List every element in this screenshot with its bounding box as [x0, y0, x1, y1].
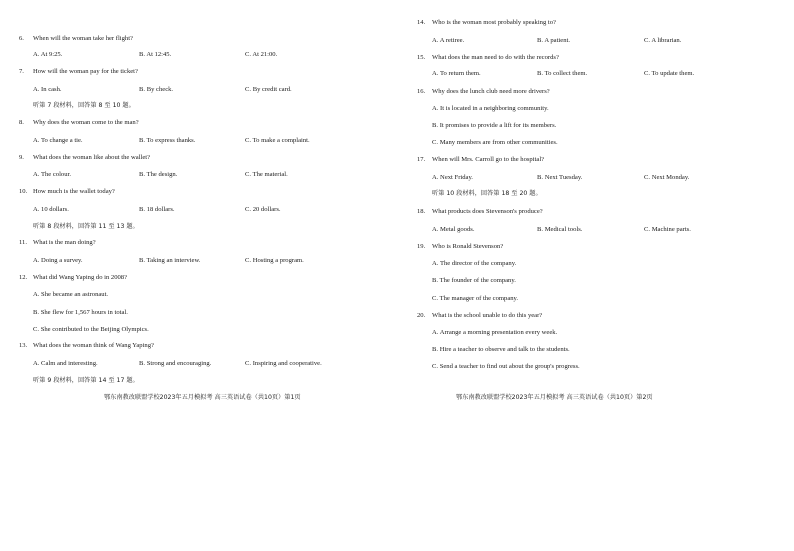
- option-b: B. Next Tuesday.: [537, 174, 583, 181]
- option-c: C. The material.: [245, 171, 288, 178]
- question-text: How much is the wallet today?: [33, 188, 115, 195]
- question-text: What is the school unable to do this year?: [432, 312, 543, 319]
- question-text: What does the woman like about the wallet?: [33, 154, 151, 161]
- question-number: 19.: [417, 243, 426, 250]
- question-text: What is the man doing?: [33, 239, 96, 246]
- page-footer: 鄂东南教改联盟学校2023年五月模拟考 高三英语试卷（共10页）第1页: [104, 394, 301, 401]
- option-c: C. By credit card.: [245, 86, 292, 93]
- option-c: C. Next Monday.: [644, 174, 690, 181]
- option-c: C. Many members are from other communities.: [432, 139, 558, 146]
- question-number: 10.: [19, 188, 28, 195]
- option-a: A. The colour.: [33, 171, 71, 178]
- option-c: C. She contributed to the Beijing Olympics.: [33, 326, 149, 333]
- option-a: A. Arrange a morning presentation every week.: [432, 329, 558, 336]
- question-number: 14.: [417, 19, 426, 26]
- option-a: A. A retiree.: [432, 37, 465, 44]
- question-text: What products does Stevenson's produce?: [432, 208, 543, 215]
- option-c: C. A librarian.: [644, 37, 682, 44]
- option-a: A. Doing a survey.: [33, 257, 83, 264]
- option-c: C. Hosting a program.: [245, 257, 304, 264]
- option-a: A. Next Friday.: [432, 174, 473, 181]
- question-text: What did Wang Yaping do in 2008?: [33, 274, 128, 281]
- question-number: 8.: [19, 119, 24, 126]
- option-b: B. Medical tools.: [537, 226, 583, 233]
- question-number: 16.: [417, 88, 426, 95]
- page-footer: 鄂东南教改联盟学校2023年五月模拟考 高三英语试卷（共10页）第2页: [456, 394, 653, 401]
- option-c: C. Send a teacher to find out about the group's progress.: [432, 363, 580, 370]
- option-b: B. 18 dollars.: [139, 206, 175, 213]
- option-b: B. It promises to provide a lift for its members.: [432, 122, 557, 129]
- option-c: C. Inspiring and cooperative.: [245, 360, 322, 367]
- option-a: A. To change a tie.: [33, 137, 83, 144]
- question-text: When will the woman take her flight?: [33, 35, 133, 42]
- option-b: B. She flew for 1,567 hours in total.: [33, 309, 128, 316]
- option-a: A. It is located in a neighboring community.: [432, 105, 549, 112]
- option-a: A. The director of the company.: [432, 260, 517, 267]
- option-c: C. At 21:00.: [245, 51, 278, 58]
- question-text: Who is Ronald Stevenson?: [432, 243, 504, 250]
- option-c: C. To update them.: [644, 70, 695, 77]
- question-number: 15.: [417, 54, 426, 61]
- question-text: What does the woman think of Wang Yaping?: [33, 342, 154, 349]
- question-number: 20.: [417, 312, 426, 319]
- question-text: What does the man need to do with the records?: [432, 54, 559, 61]
- option-c: C. Machine parts.: [644, 226, 691, 233]
- option-b: B. A patient.: [537, 37, 570, 44]
- option-b: B. At 12:45.: [139, 51, 172, 58]
- question-number: 6.: [19, 35, 24, 42]
- option-a: A. She became an astronaut.: [33, 291, 109, 298]
- question-text: How will the woman pay for the ticket?: [33, 68, 138, 75]
- question-number: 13.: [19, 342, 28, 349]
- option-b: B. By check.: [139, 86, 174, 93]
- question-number: 17.: [417, 156, 426, 163]
- option-c: C. 20 dollars.: [245, 206, 281, 213]
- option-b: B. The design.: [139, 171, 178, 178]
- option-c: C. To make a complaint.: [245, 137, 310, 144]
- option-b: B. To express thanks.: [139, 137, 196, 144]
- option-c: C. The manager of the company.: [432, 295, 519, 302]
- option-a: A. Metal goods.: [432, 226, 475, 233]
- question-number: 7.: [19, 68, 24, 75]
- question-number: 18.: [417, 208, 426, 215]
- option-a: A. To return them.: [432, 70, 481, 77]
- question-text: Why does the woman come to the man?: [33, 119, 139, 126]
- section-instruction: 听第 7 段材料，回答第 8 至 10 题。: [33, 102, 135, 109]
- section-instruction: 听第 10 段材料，回答第 18 至 20 题。: [432, 190, 542, 197]
- question-number: 11.: [19, 239, 27, 246]
- section-instruction: 听第 9 段材料，回答第 14 至 17 题。: [33, 377, 139, 384]
- option-b: B. Hire a teacher to observe and talk to the students.: [432, 346, 570, 353]
- option-b: B. Taking an interview.: [139, 257, 201, 264]
- question-text: When will Mrs. Carroll go to the hospital?: [432, 156, 545, 163]
- question-text: Who is the woman most probably speaking to?: [432, 19, 556, 26]
- option-b: B. To collect them.: [537, 70, 588, 77]
- question-number: 12.: [19, 274, 28, 281]
- option-b: B. Strong and encouraging.: [139, 360, 212, 367]
- section-instruction: 听第 8 段材料，回答第 11 至 13 题。: [33, 223, 139, 230]
- option-a: A. Calm and interesting.: [33, 360, 98, 367]
- option-a: A. At 9:25.: [33, 51, 63, 58]
- option-b: B. The founder of the company.: [432, 277, 516, 284]
- option-a: A. In cash.: [33, 86, 62, 93]
- exam-page-2: [397, 0, 794, 551]
- question-number: 9.: [19, 154, 24, 161]
- question-text: Why does the lunch club need more drivers?: [432, 88, 550, 95]
- option-a: A. 10 dollars.: [33, 206, 69, 213]
